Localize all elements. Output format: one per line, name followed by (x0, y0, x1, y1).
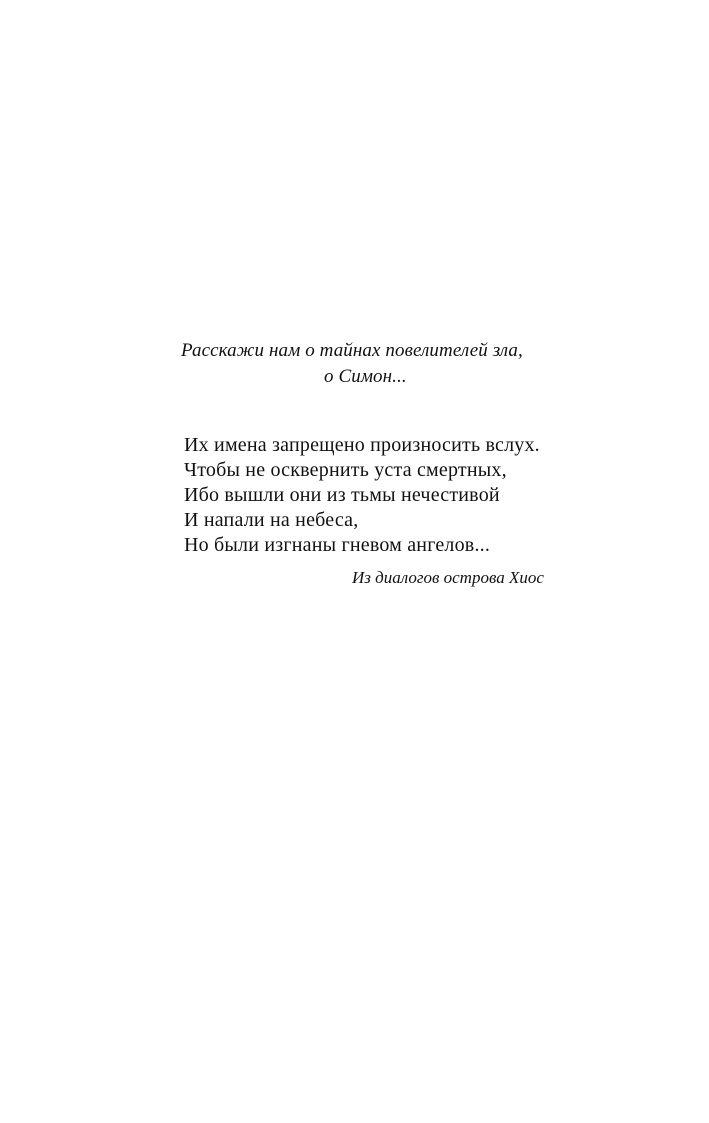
invocation-line-1: Расскажи нам о тайнах повелителей зла, (181, 340, 523, 361)
verse-line-3: Ибо вышли они из тьмы нечестивой (184, 484, 500, 506)
invocation-line-2: о Симон... (324, 366, 407, 387)
verse-line-4: И напали на небеса, (184, 509, 359, 531)
verse-line-5: Но были изгнаны гневом ангелов... (184, 534, 491, 556)
verse-line-2: Чтобы не осквернить уста смертных, (184, 459, 507, 481)
epigraph-source: Из диалогов острова Хиос (352, 568, 544, 587)
verse-line-1: Их имена запрещено произносить вслух. (184, 434, 540, 456)
